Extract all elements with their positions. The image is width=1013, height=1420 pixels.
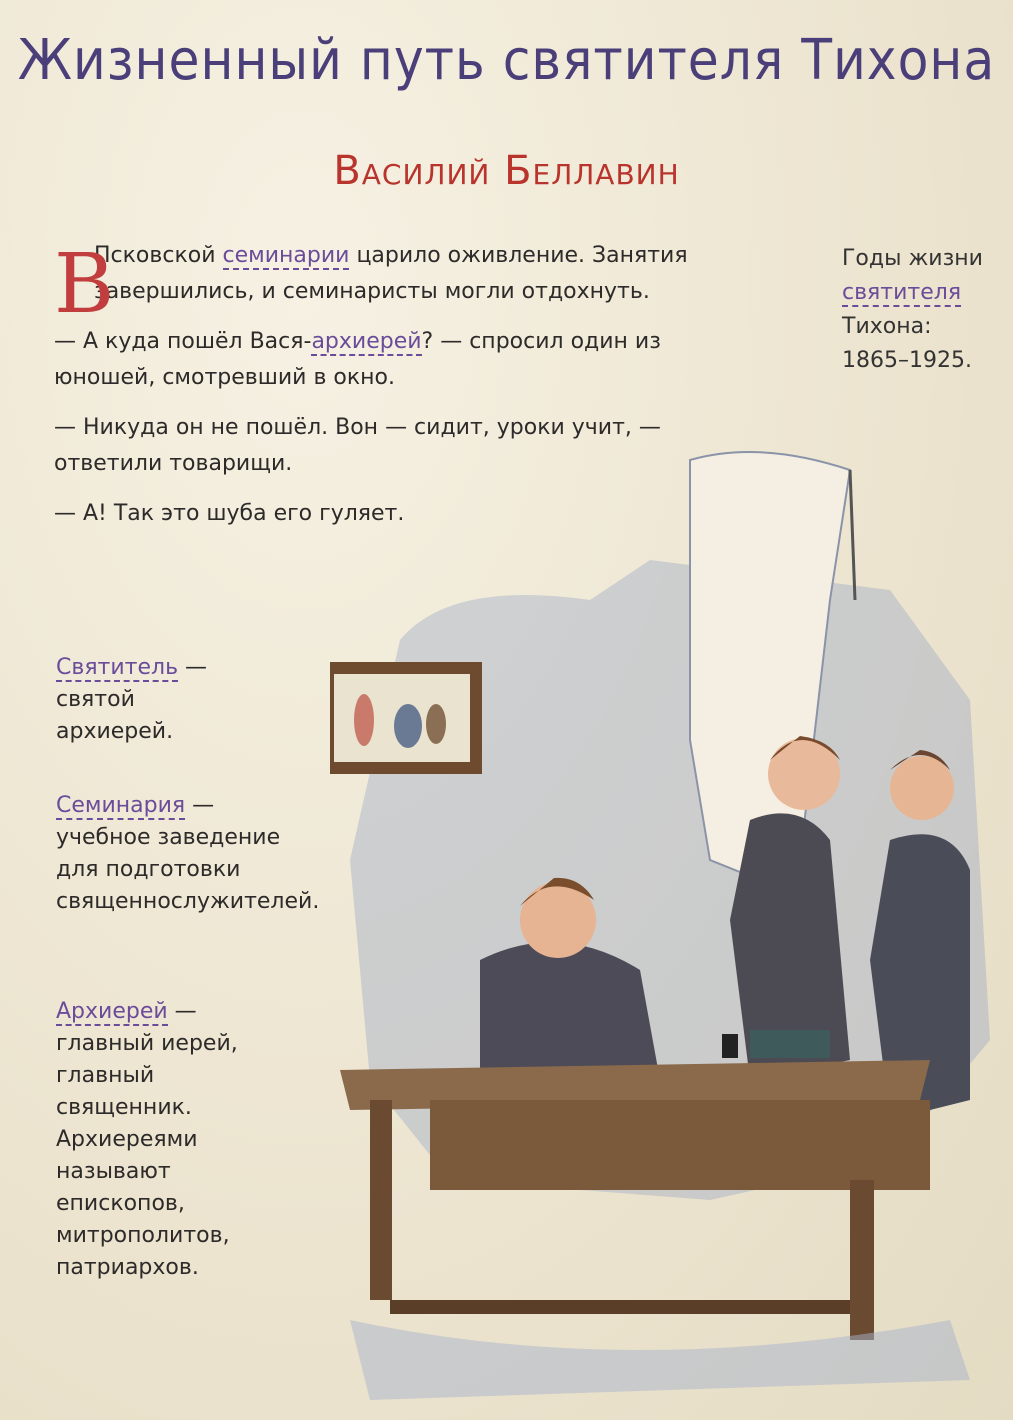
side-note-line3: Тихона: xyxy=(842,314,932,339)
seminary-illustration xyxy=(330,440,1013,1420)
glossary-definition: главный иерей, главный священник. Архиереями называют епископов, митрополитов, патриархов. xyxy=(56,1031,238,1280)
glossary-definition: учебное заведение для подготовки священнослужителей. xyxy=(56,825,320,914)
glossary-term[interactable]: Архиерей xyxy=(56,999,168,1024)
term-link-archpriest[interactable]: архиерей xyxy=(311,329,422,354)
side-note-years xyxy=(842,242,1002,378)
floor-wash xyxy=(350,1320,970,1400)
term-link-seminary[interactable]: семинарии xyxy=(222,243,350,268)
glossary-term[interactable]: Семинария xyxy=(56,793,186,818)
side-note-years-value: 1865–1925. xyxy=(842,348,972,373)
story-paragraph-3: — Никуда он не пошёл. Вон — сидит, уроки учит, — ответили товарищи. xyxy=(54,415,661,476)
story-p2-before: — А куда пошёл Вася- xyxy=(54,329,312,354)
story-paragraph-4: — А! Так это шуба его гуляет. xyxy=(54,501,405,526)
glossary-entry: Семинария — учебное заведение для подготовки священнослужителей. xyxy=(56,790,316,918)
book-stack xyxy=(750,1030,830,1058)
story-p1-after: царило оживление. Занятия завершились, и семинаристы могли отдохнуть. xyxy=(94,243,688,304)
wall-picture xyxy=(330,662,482,774)
story-p2-after: ? — спросил один из юношей, смотревший в окно. xyxy=(54,329,661,390)
page-title: Жизненный путь святителя Тихона xyxy=(17,28,996,93)
desk xyxy=(340,1060,930,1340)
inkwell xyxy=(722,1034,738,1058)
glossary-term[interactable]: Святитель xyxy=(56,655,179,680)
glossary-definition: святой архиерей. xyxy=(56,687,174,744)
side-note-line1: Годы жизни xyxy=(842,246,983,271)
story-p1-before: Псковской xyxy=(94,243,223,268)
story-paragraph-1 xyxy=(54,238,744,310)
glossary-entry: Архиерей — главный иерей, главный священник. Архиереями называют епископов, митрополитов, патриархов. xyxy=(56,996,316,1284)
drop-cap: В xyxy=(54,237,115,332)
story-paragraph-2 xyxy=(54,324,744,396)
page-subtitle: Василий Беллавин xyxy=(333,148,680,194)
glossary-entry: Святитель — святой архиерей. xyxy=(56,652,316,748)
term-link-saint[interactable]: святителя xyxy=(842,280,962,305)
